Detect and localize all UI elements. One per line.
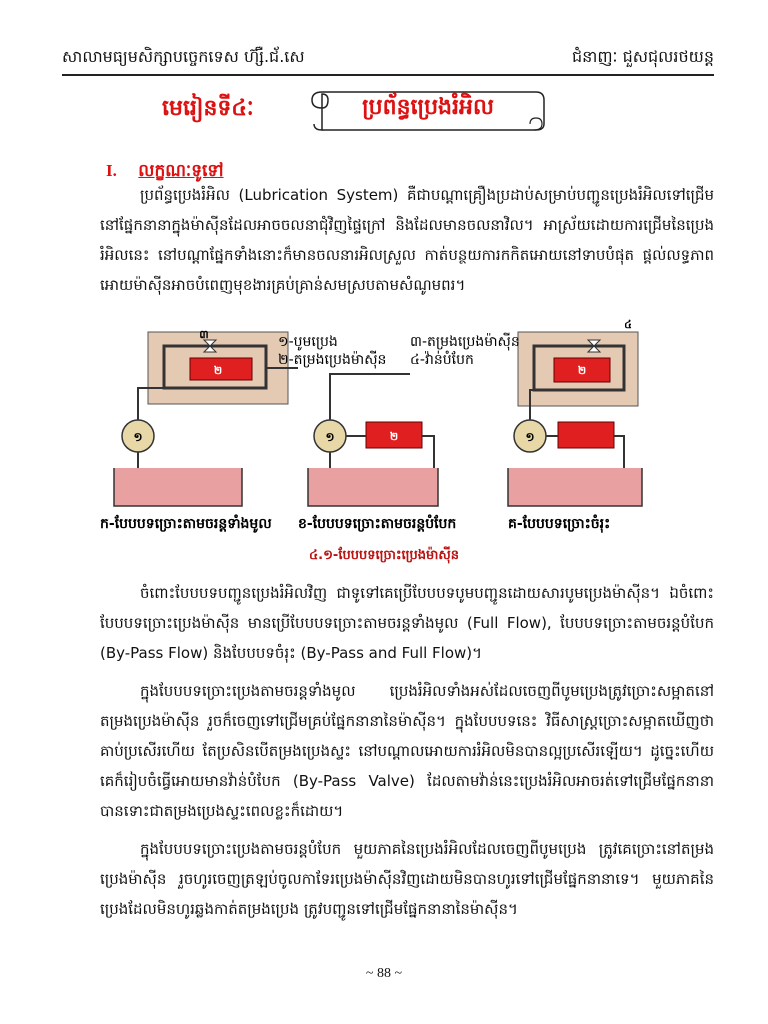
filter-label-b: ២ (389, 430, 399, 443)
legend-item-3: ៣-តម្រងប្រេងម៉ាស៊ីន (410, 334, 520, 350)
paragraph-full-flow: ក្នុងបែបបទច្រោះប្រេងតាមចរន្តទាំងមូល ប្រេងរំអិលទាំងអស់ដែលចេញពីបូមប្រេងត្រូវច្រោះសម្អាតនៅតម្រងប្រេងម៉ាស៊ីន រួចក៏ចេញទៅជ្រើមគ្រប់ផ្នែកនានានៃម៉ាស៊ីន។ ក្នុងបែបបទនេះ វិធីសាស្ត្រច្រោះសម្អាតឃើញថាគាប់ប្រសើរហើយ តែប្រសិនបើតម្រងប្រេងស្ទះ នៅបណ្ដាលអោយការរំអិលមិនបានល្អប្រសើរឡើយ។ ដូច្នេះហើយ គេក៏រៀបចំធ្វើអោយមានវ៉ាន់បំបែក (By-Pass Valve) ដែលតាមវ៉ាន់នេះប្រេងរំអិលអាចរត់ទៅជ្រើមផ្នែកនានាបានទោះជាតម្រងប្រេងស្ទះពេលខ្លះក៏ដោយ។ (100, 682, 714, 820)
valve-label-a: ៣ (199, 328, 209, 341)
main-line-b (330, 374, 410, 420)
oil-pan-a (114, 468, 242, 506)
section-number: I. (106, 161, 117, 180)
pump-label-c: ១ (525, 430, 535, 444)
lesson-title: ប្រព័ន្ធប្រេងរំអិល (362, 95, 494, 120)
caption-full-flow: ក-បែបបទច្រោះតាមចរន្តទាំងមូល (100, 516, 272, 532)
oil-pan-b (308, 468, 438, 506)
legend-item-1: ១-បូមប្រេង (278, 334, 338, 350)
lesson-title-banner (308, 84, 548, 134)
page-number: ~ 88 ~ (365, 966, 403, 981)
figure-title: ៤.១-បែបបទច្រោះប្រេងម៉ាស៊ីន (308, 548, 460, 563)
oil-pan-c (508, 468, 642, 506)
paragraph-delivery: ចំពោះបែបបទបញ្ជូនប្រេងរំអិលវិញ ជាទូទៅគេប្រើបែបបទបូមបញ្ជូនដោយសារបូមប្រេងម៉ាស៊ីន។ ឯចំពោះបែបបទច្រោះប្រេងម៉ាស៊ីន មានប្រើបែបបទច្រោះតាមចរន្តទាំងមូល (Full Flow), បែបបទច្រោះតាមចរន្តបំបែក (By-Pass Flow) និងបែបបទចំរុះ (By-Pass and Full Flow)។ (100, 584, 714, 662)
header-specialty: ជំនាញៈ ជួសជុលរថយន្ត (572, 47, 714, 66)
legend-item-4: ៤-វ៉ាន់បំបែក (410, 352, 474, 368)
diagram-by-pass (308, 374, 438, 506)
filter-label-a: ២ (213, 364, 223, 377)
page-header (62, 40, 714, 76)
filter-methods-figure (98, 318, 698, 540)
pump-label-a: ១ (133, 430, 143, 444)
diagram-full-flow (114, 328, 298, 506)
paragraph-intro: ប្រព័ន្ធប្រេងរំអិល (Lubrication System) គឺជាបណ្ដាគ្រឿងប្រដាប់សម្រាប់បញ្ជូនប្រេងរំអិលទៅជ្រើមនៅផ្នែកនានាក្នុងម៉ាស៊ីនដែលអាចចលនាជុំវិញផ្ទៃក្រៅ និងដែលមានចលនាវិល។ អាស្រ័យដោយការជ្រើមនៃប្រេងរំអិលនេះ នៅបណ្ដាផ្នែកទាំងនោះក៏មានចលនារអិលស្រួល កាត់បន្ថយការកកិតអោយនៅទាបបំផុត ផ្ដល់លទ្ធភាពអោយម៉ាស៊ីនអាចបំពេញមុខងារគ្រប់គ្រាន់សមស្របតាមសំណូមពរ។ (100, 186, 714, 294)
header-school: សាលាមធ្យមសិក្សាបច្ចេកទេស ហ៊្សឺ.ជ័.សេ (62, 47, 305, 66)
figure-legend (278, 332, 520, 369)
valve-label-c: ៤ (624, 318, 632, 331)
filter-label-c: ២ (577, 364, 587, 377)
caption-by-pass: ខ-បែបបទច្រោះតាមចរន្តបំបែក (298, 516, 457, 532)
diagram-combined (508, 318, 642, 506)
pump-label-b: ១ (325, 430, 335, 444)
legend-item-2: ២-តម្រងប្រេងម៉ាស៊ីន (278, 352, 387, 368)
lesson-number: មេរៀនទី៤ៈ (162, 96, 254, 121)
paragraph-by-pass: ក្នុងបែបបទច្រោះប្រេងតាមចរន្តបំបែក មួយភាគនៃប្រេងរំអិលដែលចេញពីបូមប្រេង ត្រូវគេច្រោះនៅតម្រងប្រេងម៉ាស៊ីន រួចហូរចេញត្រឡប់ចូលកាទែរប្រេងម៉ាស៊ីនវិញដោយមិនបានហូរទៅជ្រើមផ្នែកនានាទេ។ មួយភាគនៃប្រេងដែលមិនហូរឆ្លងកាត់តម្រងប្រេង ត្រូវបញ្ជូនទៅជ្រើមផ្នែកនានានៃម៉ាស៊ីន។ (100, 840, 714, 918)
section-title: លក្ខណៈទូទៅ (138, 161, 224, 181)
caption-combined: គ-បែបបទច្រោះចំរុះ (508, 516, 611, 532)
bypass-filter-c (558, 422, 614, 448)
